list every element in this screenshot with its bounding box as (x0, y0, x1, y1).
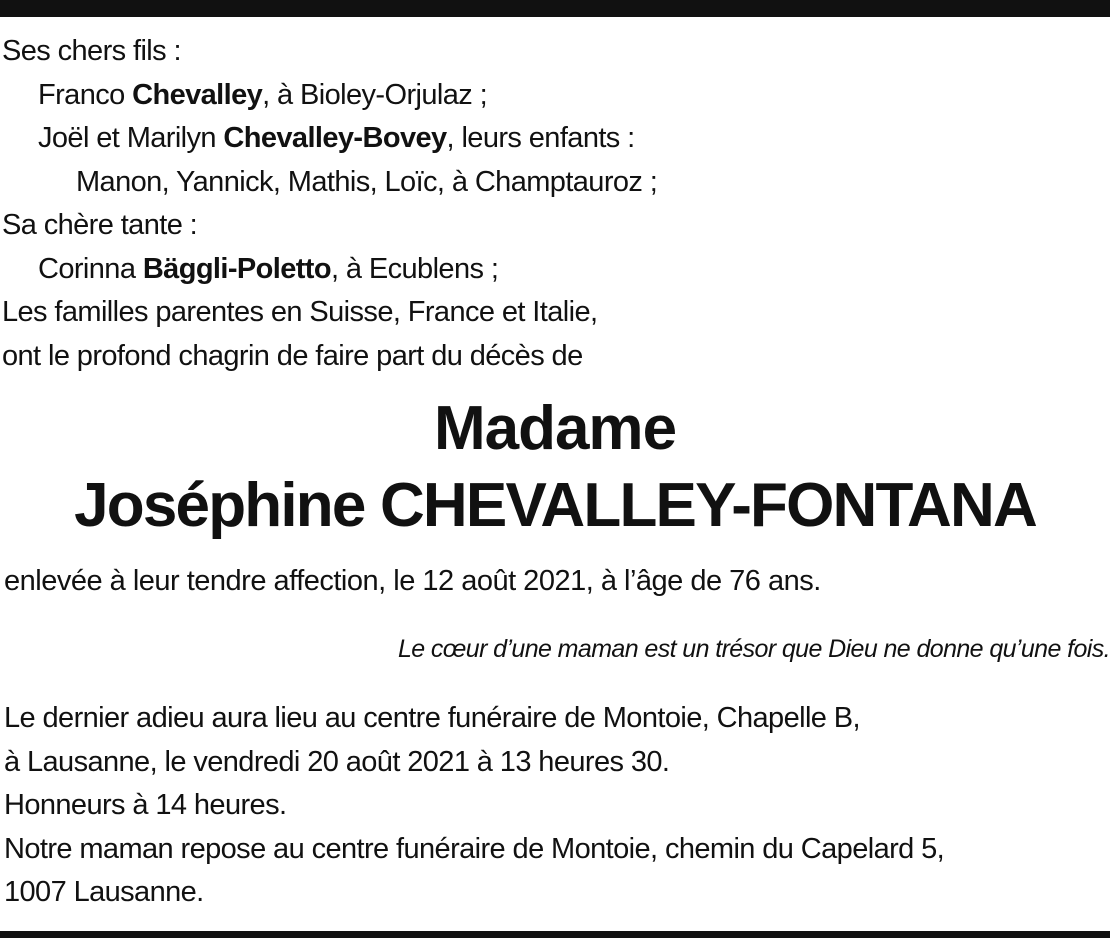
family-line-corinna-location: , à Ecublens ; (330, 252, 499, 285)
service-line-farewell: Le dernier adieu aura lieu au centre funéraire de Montoie, Chapelle B, (4, 702, 860, 734)
service-line-date: à Lausanne, le vendredi 20 août 2021 à 13 heures 30. (4, 745, 670, 778)
death-details: enlevée à leur tendre affection, le 12 août 2021, à l’âge de 76 ans. (4, 565, 821, 597)
family-line-franco-surname: Chevalley (132, 78, 263, 111)
bottom-border-rule (0, 931, 1110, 938)
family-line-relatives: Les familles parentes en Suisse, France et Italie, (2, 296, 598, 328)
family-line-corinna-firstname: Corinna (38, 252, 143, 285)
family-line-announcement: ont le profond chagrin de faire part du décès de (2, 339, 583, 372)
deceased-name: Joséphine CHEVALLEY-FONTANA (74, 471, 1036, 540)
top-border-rule (0, 0, 1110, 17)
family-line-joel-firstnames: Joël et Marilyn (38, 122, 224, 154)
family-line-corinna-surname: Bäggli-Poletto (142, 252, 331, 285)
family-line-aunt-heading: Sa chère tante : (2, 209, 198, 241)
service-line-postcode: 1007 Lausanne. (4, 876, 204, 908)
family-line-joel-children: , leurs enfants : (446, 122, 635, 154)
family-announcement (2, 30, 1102, 378)
deceased-title: Madame (433, 394, 677, 463)
deceased-heading (0, 392, 1110, 546)
family-line-grandchildren: Manon, Yannick, Mathis, Loïc, à Champtauroz ; (76, 165, 658, 198)
family-line-joel (2, 117, 1102, 161)
family-line-joel-surname: Chevalley-Bovey (223, 122, 447, 154)
funeral-service-details (4, 697, 1108, 915)
memorial-quote: Le cœur d’une maman est un trésor que Dieu ne donne qu’une fois. (397, 635, 1110, 663)
family-line-franco (2, 74, 1102, 118)
family-line-sons-heading: Ses chers fils : (2, 35, 181, 67)
family-line-franco-location: , à Bioley-Orjulaz ; (262, 78, 488, 111)
service-line-honours: Honneurs à 14 heures. (4, 789, 287, 821)
family-line-franco-firstname: Franco (38, 78, 133, 111)
family-line-corinna (2, 248, 1102, 292)
service-line-resting-place: Notre maman repose au centre funéraire de Montoie, chemin du Capelard 5, (4, 832, 945, 865)
